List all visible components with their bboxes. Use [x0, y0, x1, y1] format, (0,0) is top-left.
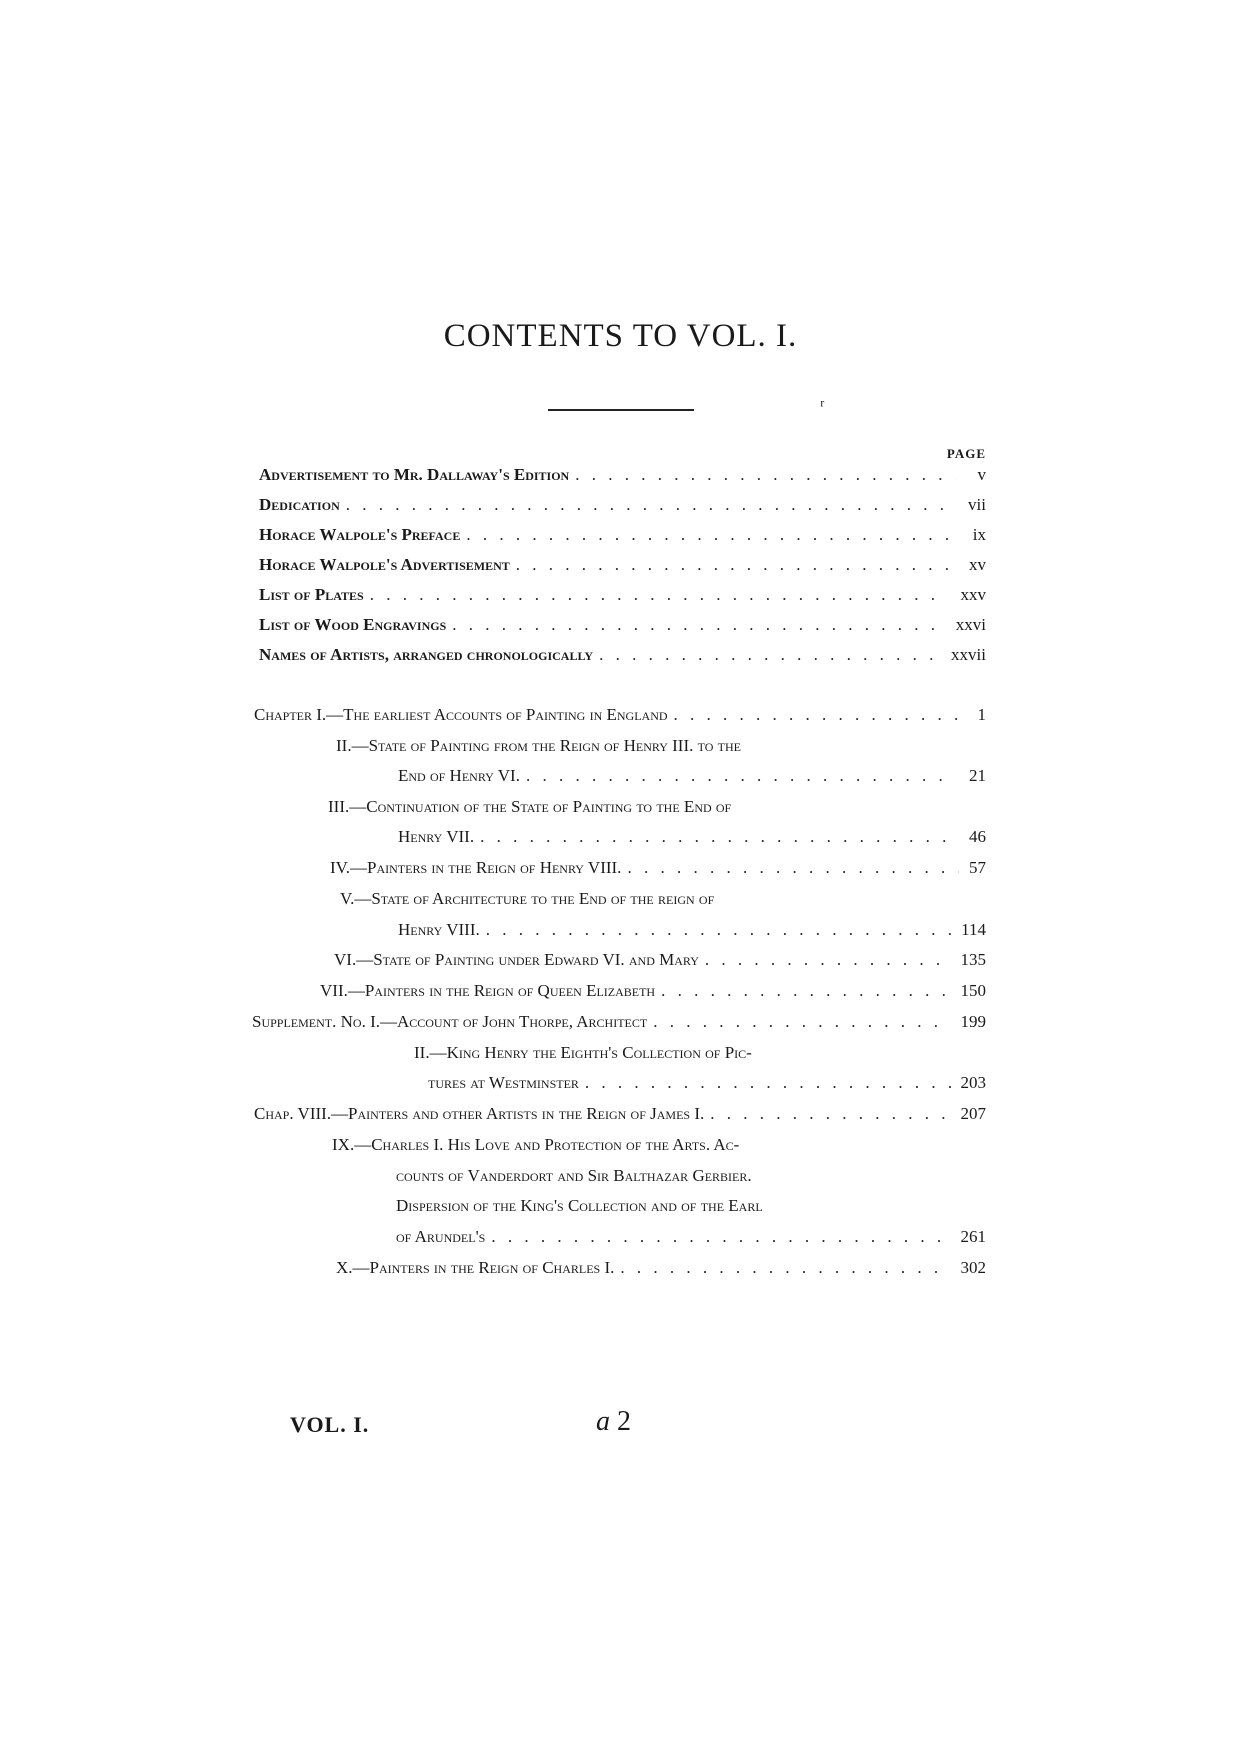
toc-entry-label: Chapter I.—The earliest Accounts of Painting in England [254, 705, 668, 724]
toc-entry-line: IX.—Charles I. His Love and Protection of the Arts. Ac- [332, 1135, 740, 1154]
toc-entry-line: III.—Continuation of the State of Painting to the End of [328, 797, 732, 816]
toc-entry-line: II.—King Henry the Eighth's Collection of Pic- [414, 1043, 752, 1062]
toc-entry-label: VI.—State of Painting under Edward VI. and Mary [334, 950, 699, 969]
toc-entry-page: 302 [960, 1258, 986, 1277]
toc-entry-page: 46 [969, 827, 986, 846]
toc-entry-page: v [977, 465, 986, 484]
leader-dots [668, 705, 961, 725]
toc-entry-label: tures at Westminster [428, 1073, 579, 1092]
toc-entry-page: 203 [960, 1073, 986, 1092]
toc-entry-label: End of Henry VI. [398, 766, 520, 785]
toc-entry-page: 57 [969, 858, 986, 877]
stray-mark: ʳ [820, 395, 825, 417]
toc-entry[interactable] [259, 495, 986, 523]
leader-dots [621, 858, 958, 878]
toc-entry-page: xxv [960, 585, 986, 604]
leader-dots [593, 645, 941, 665]
toc-entry-label: Names of Artists, arranged chronologically [259, 645, 594, 664]
toc-entry-label: IV.—Painters in the Reign of Henry VIII. [330, 858, 622, 877]
toc-entry-label: Henry VII. [398, 827, 475, 846]
toc-entry[interactable] [330, 858, 986, 886]
toc-entry[interactable] [334, 950, 986, 978]
leader-dots [485, 1227, 950, 1247]
toc-entry[interactable] [428, 1073, 986, 1101]
toc-entry-label: Supplement. No. I.—Account of John Thorpe, Architect [252, 1012, 648, 1031]
toc-entry[interactable] [259, 645, 986, 673]
toc-entry-page: 207 [960, 1104, 986, 1123]
toc-entry-page: xxvii [951, 645, 986, 664]
toc-entry-line: Dispersion of the King's Collection and of the Earl [396, 1196, 763, 1215]
signature-letter: a [596, 1406, 610, 1437]
toc-entry[interactable] [398, 920, 986, 948]
toc-entry[interactable] [259, 585, 986, 613]
toc-entry-line: V.—State of Architecture to the End of the reign of [340, 889, 715, 908]
toc-entry[interactable] [259, 555, 986, 583]
leader-dots [474, 827, 951, 847]
toc-entry[interactable] [252, 1012, 986, 1040]
leader-dots [655, 981, 950, 1001]
toc-entry[interactable] [320, 981, 986, 1009]
toc-entry-page: 199 [960, 1012, 986, 1031]
toc-entry[interactable] [254, 705, 986, 733]
toc-entry-page: vii [968, 495, 986, 514]
toc-entry-label: X.—Painters in the Reign of Charles I. [336, 1258, 615, 1277]
leader-dots [364, 585, 946, 605]
toc-entry-line: counts of Vanderdort and Sir Balthazar Gerbier. [396, 1166, 752, 1185]
toc-entry-page: 261 [960, 1227, 986, 1246]
toc-entry-label: List of Plates [259, 585, 364, 604]
toc-entry-label: Horace Walpole's Advertisement [259, 555, 510, 574]
leader-dots [340, 495, 945, 515]
toc-entry-page: 114 [961, 920, 986, 939]
page-column-header: PAGE [946, 446, 986, 461]
leader-dots [510, 555, 953, 575]
toc-entry-label: VII.—Painters in the Reign of Queen Elizabeth [320, 981, 656, 1000]
toc-entry[interactable] [259, 525, 986, 553]
toc-entry-page: xxvi [955, 615, 986, 634]
leader-dots [614, 1258, 950, 1278]
toc-entry[interactable] [254, 1104, 986, 1132]
signature-number: 2 [617, 1406, 631, 1437]
footer-volume: VOL. I. [290, 1412, 370, 1437]
toc-entry-label: Henry VIII. [398, 920, 480, 939]
toc-entry-line: II.—State of Painting from the Reign of Henry III. to the [336, 736, 741, 755]
leader-dots [647, 1012, 950, 1032]
leader-dots [699, 950, 951, 970]
toc-entry-label: of Arundel's [396, 1227, 486, 1246]
leader-dots [704, 1104, 950, 1124]
toc-entry[interactable] [398, 827, 986, 855]
toc-entry[interactable] [398, 766, 986, 794]
page-title: CONTENTS TO VOL. I. [443, 318, 798, 354]
toc-entry-page: xv [969, 555, 986, 574]
leader-dots [446, 615, 946, 635]
toc-entry-label: List of Wood Engravings [259, 615, 447, 634]
toc-entry-page: 135 [960, 950, 986, 969]
toc-entry-label: Chap. VIII.—Painters and other Artists in the Reign of James I. [254, 1104, 705, 1123]
toc-entry[interactable] [259, 465, 986, 493]
leader-dots [579, 1073, 951, 1093]
footer-signature [596, 1406, 631, 1438]
toc-entry[interactable] [259, 615, 986, 643]
leader-dots [569, 465, 956, 485]
toc-entry-label: Dedication [259, 495, 340, 514]
toc-entry-page: 1 [977, 705, 986, 724]
toc-entry-page: 150 [960, 981, 986, 1000]
leader-dots [460, 525, 950, 545]
toc-entry[interactable] [336, 1258, 986, 1286]
leader-dots [480, 920, 951, 940]
toc-entry-label: Advertisement to Mr. Dallaway's Edition [259, 465, 570, 484]
toc-entry-label: Horace Walpole's Preface [259, 525, 461, 544]
toc-entry-page: 21 [969, 766, 986, 785]
toc-entry-page: ix [972, 525, 986, 544]
leader-dots [520, 766, 954, 786]
toc-entry[interactable] [396, 1227, 986, 1255]
